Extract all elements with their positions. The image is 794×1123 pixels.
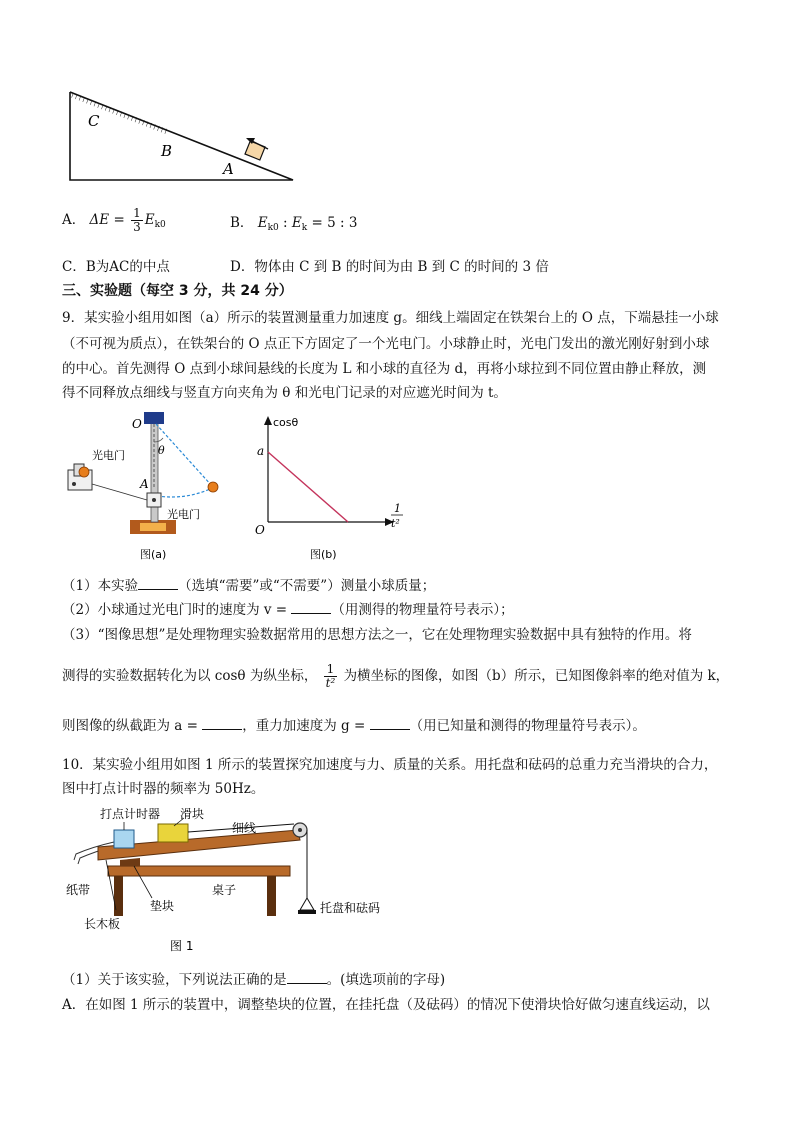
figure-1-caption: 图 1 [170,939,194,953]
data-line [268,452,348,522]
q9-line3: 的中心。首先测得 O 点到小球间悬线的长度为 L 和小球的直径为 d，再将小球拉到不同位置由静止释放，测 [62,361,707,377]
fig-a-o: O [132,417,142,431]
fig-b-x-num: 1 [394,502,401,515]
inset-pointer [92,484,147,500]
q10-sub1: （1）关于该实验，下列说法正确的是 。(填选项前的字母) [62,972,446,988]
label-plank: 长木板 [84,917,121,931]
label-slider: 滑块 [180,807,205,821]
answer-blank-1[interactable] [138,577,178,590]
fig-b-caption: 图(b) [310,548,337,561]
fig-a-caption: 图(a) [140,548,167,561]
table-leg-right [267,876,276,916]
block-on-incline [245,141,265,160]
figure-a [62,408,232,568]
figure-1 [62,802,412,962]
q9-sub3-line1: （3）“图像思想”是处理物理实验数据常用的思想方法之一，它在处理物理实验数据中具有独特的作用。将 [62,627,692,643]
fraction-one-third: $\frac{1}{3}$ [133,206,141,234]
answer-blank-4[interactable] [370,717,410,730]
photogate-hole [152,498,156,502]
label-b: B [161,142,173,160]
pulley-hub [298,828,302,832]
q9-line1: 9．某实验小组用如图（a）所示的装置测量重力加速度 g。细线上端固定在铁架台上的 O 点，下端悬挂一小球 [62,310,719,326]
q9-line2: （不可视为质点），在铁架台的 O 点正下方固定了一个光电门。小球静止时，光电门发出的激光刚好射到小球 [62,336,710,352]
label-block: 垫块 [150,899,175,913]
table-leg-left [114,876,123,916]
section-heading: 三、实验题（每空 3 分，共 24 分） [62,283,293,299]
fig-b-a: a [257,444,265,458]
q9-sub2: （2）小球通过光电门时的速度为 v = （用测得的物理量符号表示）； [62,602,514,618]
label-timer: 打点计时器 [100,807,161,821]
timer-device [114,830,134,848]
fraction-one-over-t2: $\frac{1}{\text{t²}}$ [325,662,336,690]
q10-line1: 10．某实验小组用如图 1 所示的装置探究加速度与力、质量的关系。用托盘和砝码的总重力充当滑块的合力， [62,757,718,773]
weights-base [298,910,316,914]
fig-b-x-den: t² [391,517,400,530]
fig-a-theta: θ [158,444,165,457]
q9-line4: 得不同释放点细线与竖直方向夹角为 θ 和光电门记录的对应遮光时间为 t。 [62,385,507,401]
swing-arc [157,488,212,497]
q9-sub3-line2: 测得的实验数据转化为以 cosθ 为纵坐标， $\frac{1}{\text{t²}}$ 为横坐标的图像，如图（b）所示，已知图像斜率的绝对值为 k， [62,662,730,690]
slider-block [158,824,188,842]
weights-tray-icon [300,898,314,910]
inset-hole [72,482,76,486]
fig-a-gate-left: 光电门 [92,449,125,462]
label-string: 细线 [232,821,257,835]
q9-sub3-line3: 则图像的纵截距为 a = ，重力加速度为 g = （用已知量和测得的物理量符号表示）。 [62,718,646,734]
option-c: C．B为AC的中点 [62,259,170,275]
y-axis-arrow-icon [264,416,272,425]
fig-b-y-label: cosθ [273,416,299,429]
label-c: C [88,112,100,130]
label-tape: 纸带 [66,883,91,897]
fig-b-o: O [255,523,265,537]
pendulum-ball [208,482,218,492]
wedge-block [120,858,140,866]
option-b: B． $E_{k0}$ : $E_k = 5$ : 3 [230,215,358,233]
answer-blank-5[interactable] [287,971,327,984]
stand-base-glow [140,523,166,531]
option-d: D．物体由 C 到 B 的时间为由 B 到 C 的时间的 3 倍 [230,259,549,275]
top-clamp [144,412,164,424]
answer-blank-2[interactable] [291,601,331,614]
inset-ball [79,467,89,477]
incline-triangle [70,92,293,180]
q9-sub1: （1）本实验 （选填“需要”或“不需要”）测量小球质量； [62,578,436,594]
figure-b [248,412,408,567]
option-a: A． ΔE = $\frac{1}{3}$ $E_{k0}$ [62,206,166,234]
answer-blank-3[interactable] [202,717,242,730]
label-a: A [223,160,234,178]
fig-a-gate-right: 光电门 [167,508,200,521]
q10-line2: 图中打点计时器的频率为 50Hz。 [62,781,265,797]
q10-option-a: A．在如图 1 所示的装置中，调整垫块的位置，在挂托盘（及砝码）的情况下使滑块恰好做匀速直线运动，以 [62,997,710,1013]
fig-a-a: A [140,477,149,491]
label-table: 桌子 [212,883,237,897]
incline-figure [60,82,310,187]
label-weights: 托盘和砝码 [320,901,381,915]
